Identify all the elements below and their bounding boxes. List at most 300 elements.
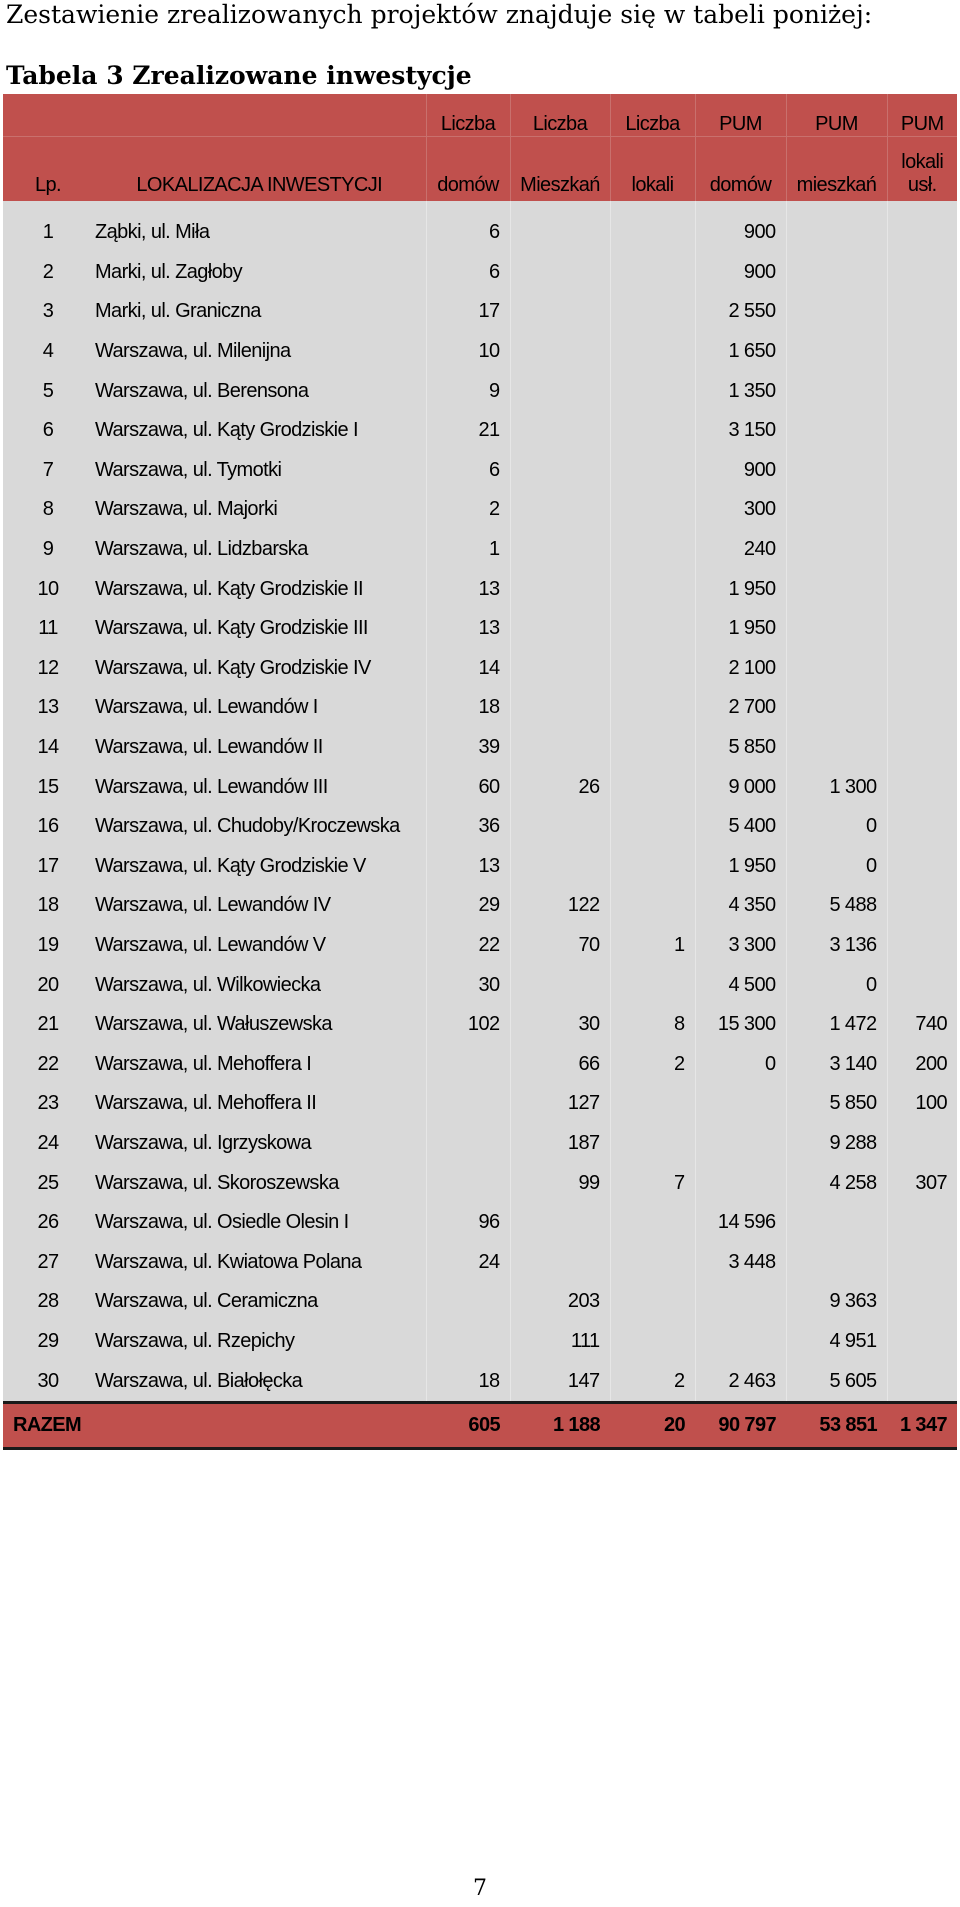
lokale-count-cell xyxy=(610,1322,695,1362)
pum-lokale-cell xyxy=(887,767,957,807)
mieszkania-count-cell: 30 xyxy=(510,1005,610,1045)
domy-count-cell: 6 xyxy=(426,201,510,253)
lokale-count-cell xyxy=(610,767,695,807)
pum-mieszkania-cell: 4 951 xyxy=(786,1322,887,1362)
location-cell: Warszawa, ul. Milenijna xyxy=(93,332,426,372)
pum-domy-cell: 1 950 xyxy=(695,569,786,609)
lokale-count-cell xyxy=(610,1242,695,1282)
pum-lokale-cell xyxy=(887,371,957,411)
pum-domy-cell: 15 300 xyxy=(695,1005,786,1045)
domy-count-cell: 6 xyxy=(426,451,510,491)
lokale-count-cell xyxy=(610,728,695,768)
location-cell: Warszawa, ul. Kąty Grodziskie I xyxy=(93,411,426,451)
lp-cell: 2 xyxy=(3,253,93,293)
lp-cell: 7 xyxy=(3,451,93,491)
mieszkania-count-cell xyxy=(510,609,610,649)
mieszkania-count-cell xyxy=(510,1242,610,1282)
mieszkania-count-cell: 111 xyxy=(510,1322,610,1362)
domy-count-cell: 2 xyxy=(426,490,510,530)
table-row xyxy=(3,201,957,253)
pum-lokale-cell xyxy=(887,411,957,451)
mieszkania-count-cell xyxy=(510,411,610,451)
lokale-count-cell xyxy=(610,490,695,530)
lokale-count-cell xyxy=(610,1084,695,1124)
domy-count-cell xyxy=(426,1163,510,1203)
table-row xyxy=(3,292,957,332)
pum-domy-cell: 900 xyxy=(695,253,786,293)
table-row xyxy=(3,886,957,926)
mieszkania-count-cell xyxy=(510,371,610,411)
mieszkania-count-cell: 203 xyxy=(510,1282,610,1322)
pum-lokale-cell: 200 xyxy=(887,1044,957,1084)
location-cell: Warszawa, ul. Kąty Grodziskie IV xyxy=(93,649,426,689)
domy-count-cell: 21 xyxy=(426,411,510,451)
lp-cell: 14 xyxy=(3,728,93,768)
lp-cell: 10 xyxy=(3,569,93,609)
lokale-count-cell xyxy=(610,688,695,728)
lp-cell: 12 xyxy=(3,649,93,689)
table-row xyxy=(3,1084,957,1124)
domy-count-cell: 13 xyxy=(426,569,510,609)
mieszkania-count-cell xyxy=(510,332,610,372)
header-row-top xyxy=(3,94,957,137)
location-cell: Ząbki, ul. Miła xyxy=(93,201,426,253)
mieszkania-count-cell xyxy=(510,1203,610,1243)
pum-domy-cell xyxy=(695,1124,786,1164)
pum-domy-cell: 900 xyxy=(695,201,786,253)
lokale-count-cell xyxy=(610,332,695,372)
header-lp: Lp. xyxy=(3,137,93,202)
pum-mieszkania-cell: 0 xyxy=(786,847,887,887)
table-row xyxy=(3,1282,957,1322)
lp-cell: 26 xyxy=(3,1203,93,1243)
lp-cell: 17 xyxy=(3,847,93,887)
pum-lokale-cell xyxy=(887,1124,957,1164)
header-lokalizacja-top xyxy=(93,94,426,137)
pum-mieszkania-cell xyxy=(786,649,887,689)
pum-mieszkania-cell: 3 140 xyxy=(786,1044,887,1084)
mieszkania-count-cell: 70 xyxy=(510,926,610,966)
pum-mieszkania-cell: 1 472 xyxy=(786,1005,887,1045)
domy-count-cell xyxy=(426,1124,510,1164)
mieszkania-count-cell xyxy=(510,807,610,847)
domy-count-cell: 39 xyxy=(426,728,510,768)
domy-count-cell: 24 xyxy=(426,1242,510,1282)
table-row xyxy=(3,1044,957,1084)
pum-lokale-cell: 740 xyxy=(887,1005,957,1045)
location-cell: Warszawa, ul. Wałuszewska xyxy=(93,1005,426,1045)
mieszkania-count-cell xyxy=(510,569,610,609)
pum-domy-cell: 2 700 xyxy=(695,688,786,728)
lp-cell: 6 xyxy=(3,411,93,451)
mieszkania-count-cell: 26 xyxy=(510,767,610,807)
pum-lokale-cell xyxy=(887,807,957,847)
pum-mieszkania-cell xyxy=(786,688,887,728)
lokale-count-cell xyxy=(610,649,695,689)
location-cell: Warszawa, ul. Lewandów IV xyxy=(93,886,426,926)
pum-mieszkania-cell xyxy=(786,292,887,332)
header-col-label: PUM xyxy=(695,94,786,137)
mieszkania-count-cell xyxy=(510,847,610,887)
table-row xyxy=(3,926,957,966)
location-cell: Marki, ul. Graniczna xyxy=(93,292,426,332)
table-row xyxy=(3,847,957,887)
header-col-sublabel: Mieszkań xyxy=(510,137,610,202)
pum-lokale-cell xyxy=(887,530,957,570)
page-number: 7 xyxy=(473,1876,487,1901)
lokale-count-cell xyxy=(610,965,695,1005)
domy-count-cell: 17 xyxy=(426,292,510,332)
location-cell: Warszawa, ul. Mehoffera I xyxy=(93,1044,426,1084)
total-cell: 1 347 xyxy=(887,1402,957,1448)
location-cell: Warszawa, ul. Berensona xyxy=(93,371,426,411)
pum-mieszkania-cell xyxy=(786,490,887,530)
table-row xyxy=(3,1322,957,1362)
pum-domy-cell: 1 650 xyxy=(695,332,786,372)
investments-table xyxy=(3,94,957,1450)
table-row xyxy=(3,807,957,847)
pum-lokale-cell xyxy=(887,926,957,966)
pum-mieszkania-cell xyxy=(786,201,887,253)
pum-lokale-cell xyxy=(887,1242,957,1282)
total-cell: 90 797 xyxy=(695,1402,786,1448)
lp-cell: 18 xyxy=(3,886,93,926)
lokale-count-cell xyxy=(610,530,695,570)
location-cell: Warszawa, ul. Białołęcka xyxy=(93,1361,426,1402)
table-row xyxy=(3,569,957,609)
table-row xyxy=(3,490,957,530)
location-cell: Warszawa, ul. Kąty Grodziskie III xyxy=(93,609,426,649)
pum-domy-cell: 240 xyxy=(695,530,786,570)
pum-mieszkania-cell: 4 258 xyxy=(786,1163,887,1203)
lp-cell: 4 xyxy=(3,332,93,372)
pum-mieszkania-cell xyxy=(786,1242,887,1282)
pum-mieszkania-cell: 5 850 xyxy=(786,1084,887,1124)
location-cell: Warszawa, ul. Igrzyskowa xyxy=(93,1124,426,1164)
domy-count-cell: 36 xyxy=(426,807,510,847)
total-cell: 20 xyxy=(610,1402,695,1448)
lp-cell: 16 xyxy=(3,807,93,847)
domy-count-cell: 9 xyxy=(426,371,510,411)
header-lokali-usl-text xyxy=(901,151,943,197)
header-lokali-usl-line1: lokali xyxy=(901,151,944,173)
mieszkania-count-cell xyxy=(510,292,610,332)
pum-mieszkania-cell xyxy=(786,451,887,491)
lp-cell: 5 xyxy=(3,371,93,411)
lp-cell: 27 xyxy=(3,1242,93,1282)
header-col-sublabel: domów xyxy=(695,137,786,202)
header-lp-top xyxy=(3,94,93,137)
table-row xyxy=(3,1163,957,1203)
location-cell: Warszawa, ul. Lewandów I xyxy=(93,688,426,728)
table-row xyxy=(3,371,957,411)
location-cell: Marki, ul. Zagłoby xyxy=(93,253,426,293)
pum-domy-cell: 2 100 xyxy=(695,649,786,689)
pum-domy-cell: 2 550 xyxy=(695,292,786,332)
table-row xyxy=(3,609,957,649)
pum-domy-cell: 300 xyxy=(695,490,786,530)
location-cell: Warszawa, ul. Kąty Grodziskie V xyxy=(93,847,426,887)
location-cell: Warszawa, ul. Kwiatowa Polana xyxy=(93,1242,426,1282)
location-cell: Warszawa, ul. Lewandów II xyxy=(93,728,426,768)
domy-count-cell: 14 xyxy=(426,649,510,689)
lokale-count-cell xyxy=(610,411,695,451)
mieszkania-count-cell: 66 xyxy=(510,1044,610,1084)
pum-mieszkania-cell xyxy=(786,1203,887,1243)
pum-domy-cell: 4 500 xyxy=(695,965,786,1005)
pum-lokale-cell xyxy=(887,649,957,689)
domy-count-cell: 22 xyxy=(426,926,510,966)
pum-lokale-cell: 307 xyxy=(887,1163,957,1203)
pum-mieszkania-cell xyxy=(786,411,887,451)
lokale-count-cell xyxy=(610,1124,695,1164)
pum-lokale-cell xyxy=(887,1322,957,1362)
total-cell: 1 188 xyxy=(510,1402,610,1448)
lp-cell: 19 xyxy=(3,926,93,966)
location-cell: Warszawa, ul. Wilkowiecka xyxy=(93,965,426,1005)
pum-domy-cell xyxy=(695,1322,786,1362)
domy-count-cell: 18 xyxy=(426,688,510,728)
domy-count-cell xyxy=(426,1282,510,1322)
table-row xyxy=(3,728,957,768)
mieszkania-count-cell xyxy=(510,201,610,253)
lp-cell: 29 xyxy=(3,1322,93,1362)
pum-domy-cell xyxy=(695,1282,786,1322)
lokale-count-cell xyxy=(610,201,695,253)
pum-lokale-cell xyxy=(887,609,957,649)
header-col-sublabel: domów xyxy=(426,137,510,202)
pum-lokale-cell xyxy=(887,201,957,253)
lokale-count-cell xyxy=(610,1282,695,1322)
header-col-label: Liczba xyxy=(426,94,510,137)
location-cell: Warszawa, ul. Majorki xyxy=(93,490,426,530)
lp-cell: 28 xyxy=(3,1282,93,1322)
pum-mieszkania-cell: 0 xyxy=(786,807,887,847)
domy-count-cell: 96 xyxy=(426,1203,510,1243)
lp-cell: 11 xyxy=(3,609,93,649)
pum-domy-cell: 4 350 xyxy=(695,886,786,926)
pum-domy-cell: 5 400 xyxy=(695,807,786,847)
domy-count-cell: 30 xyxy=(426,965,510,1005)
pum-domy-cell: 0 xyxy=(695,1044,786,1084)
domy-count-cell: 1 xyxy=(426,530,510,570)
domy-count-cell: 10 xyxy=(426,332,510,372)
location-cell: Warszawa, ul. Kąty Grodziskie II xyxy=(93,569,426,609)
totals-row xyxy=(3,1402,957,1448)
pum-mieszkania-cell xyxy=(786,530,887,570)
table-row xyxy=(3,1005,957,1045)
lp-cell: 21 xyxy=(3,1005,93,1045)
lokale-count-cell xyxy=(610,886,695,926)
lokale-count-cell: 2 xyxy=(610,1361,695,1402)
lokale-count-cell xyxy=(610,253,695,293)
table-row xyxy=(3,649,957,689)
domy-count-cell: 29 xyxy=(426,886,510,926)
mieszkania-count-cell xyxy=(510,253,610,293)
domy-count-cell: 13 xyxy=(426,847,510,887)
domy-count-cell: 102 xyxy=(426,1005,510,1045)
table-row xyxy=(3,767,957,807)
pum-lokale-cell xyxy=(887,688,957,728)
mieszkania-count-cell xyxy=(510,490,610,530)
pum-mieszkania-cell xyxy=(786,253,887,293)
pum-mieszkania-cell: 5 488 xyxy=(786,886,887,926)
pum-lokale-cell xyxy=(887,253,957,293)
pum-mieszkania-cell: 0 xyxy=(786,965,887,1005)
pum-lokale-cell xyxy=(887,1203,957,1243)
header-lokali-usl-line2: usł. xyxy=(907,174,937,196)
pum-lokale-cell xyxy=(887,332,957,372)
pum-lokale-cell xyxy=(887,965,957,1005)
header-col-label: PUM xyxy=(887,94,957,137)
lp-cell: 13 xyxy=(3,688,93,728)
lokale-count-cell: 7 xyxy=(610,1163,695,1203)
domy-count-cell: 6 xyxy=(426,253,510,293)
header-col-label: Liczba xyxy=(610,94,695,137)
pum-mieszkania-cell xyxy=(786,371,887,411)
pum-domy-cell: 900 xyxy=(695,451,786,491)
mieszkania-count-cell xyxy=(510,649,610,689)
pum-mieszkania-cell: 1 300 xyxy=(786,767,887,807)
lokale-count-cell: 1 xyxy=(610,926,695,966)
pum-domy-cell: 1 350 xyxy=(695,371,786,411)
mieszkania-count-cell: 122 xyxy=(510,886,610,926)
lp-cell: 25 xyxy=(3,1163,93,1203)
table-row xyxy=(3,965,957,1005)
header-col-label: Liczba xyxy=(510,94,610,137)
totals-label: RAZEM xyxy=(3,1402,426,1448)
pum-mieszkania-cell: 9 363 xyxy=(786,1282,887,1322)
lokale-count-cell: 8 xyxy=(610,1005,695,1045)
pum-domy-cell: 1 950 xyxy=(695,847,786,887)
pum-domy-cell: 3 300 xyxy=(695,926,786,966)
pum-mieszkania-cell xyxy=(786,609,887,649)
pum-domy-cell: 3 150 xyxy=(695,411,786,451)
table-row xyxy=(3,1361,957,1402)
header-lokalizacja: LOKALIZACJA INWESTYCJI xyxy=(93,137,426,202)
domy-count-cell: 13 xyxy=(426,609,510,649)
pum-lokale-cell xyxy=(887,886,957,926)
lokale-count-cell xyxy=(610,847,695,887)
pum-lokale-cell xyxy=(887,728,957,768)
table-caption: Tabela 3 Zrealizowane inwestycje xyxy=(6,61,472,90)
header-col-sublabel: lokali xyxy=(610,137,695,202)
lokale-count-cell xyxy=(610,371,695,411)
mieszkania-count-cell xyxy=(510,688,610,728)
pum-lokale-cell xyxy=(887,1282,957,1322)
mieszkania-count-cell: 187 xyxy=(510,1124,610,1164)
location-cell: Warszawa, ul. Osiedle Olesin I xyxy=(93,1203,426,1243)
lp-cell: 1 xyxy=(3,201,93,253)
total-cell: 605 xyxy=(426,1402,510,1448)
lp-cell: 22 xyxy=(3,1044,93,1084)
pum-domy-cell: 2 463 xyxy=(695,1361,786,1402)
mieszkania-count-cell: 127 xyxy=(510,1084,610,1124)
lokale-count-cell xyxy=(610,451,695,491)
lp-cell: 20 xyxy=(3,965,93,1005)
pum-mieszkania-cell xyxy=(786,728,887,768)
table-row xyxy=(3,1242,957,1282)
lokale-count-cell xyxy=(610,807,695,847)
lokale-count-cell xyxy=(610,1203,695,1243)
header-row-bottom xyxy=(3,137,957,202)
pum-lokale-cell: 100 xyxy=(887,1084,957,1124)
mieszkania-count-cell: 99 xyxy=(510,1163,610,1203)
lp-cell: 9 xyxy=(3,530,93,570)
pum-domy-cell: 5 850 xyxy=(695,728,786,768)
table-body xyxy=(3,201,957,1402)
pum-lokale-cell xyxy=(887,569,957,609)
pum-domy-cell: 1 950 xyxy=(695,609,786,649)
domy-count-cell xyxy=(426,1044,510,1084)
domy-count-cell: 18 xyxy=(426,1361,510,1402)
pum-domy-cell xyxy=(695,1084,786,1124)
location-cell: Warszawa, ul. Skoroszewska xyxy=(93,1163,426,1203)
pum-lokale-cell xyxy=(887,451,957,491)
intro-text: Zestawienie zrealizowanych projektów znajduje się w tabeli poniżej: xyxy=(6,0,873,29)
lokale-count-cell xyxy=(610,569,695,609)
pum-mieszkania-cell: 5 605 xyxy=(786,1361,887,1402)
table-row xyxy=(3,1124,957,1164)
pum-lokale-cell xyxy=(887,1361,957,1402)
pum-lokale-cell xyxy=(887,847,957,887)
total-cell: 53 851 xyxy=(786,1402,887,1448)
table-row xyxy=(3,1203,957,1243)
pum-domy-cell xyxy=(695,1163,786,1203)
location-cell: Warszawa, ul. Tymotki xyxy=(93,451,426,491)
pum-mieszkania-cell: 3 136 xyxy=(786,926,887,966)
pum-domy-cell: 14 596 xyxy=(695,1203,786,1243)
header-col-sublabel: mieszkań xyxy=(786,137,887,202)
lp-cell: 24 xyxy=(3,1124,93,1164)
table-row xyxy=(3,253,957,293)
mieszkania-count-cell xyxy=(510,451,610,491)
lokale-count-cell: 2 xyxy=(610,1044,695,1084)
lp-cell: 23 xyxy=(3,1084,93,1124)
location-cell: Warszawa, ul. Lewandów III xyxy=(93,767,426,807)
lokale-count-cell xyxy=(610,292,695,332)
pum-mieszkania-cell xyxy=(786,332,887,372)
table-row xyxy=(3,411,957,451)
location-cell: Warszawa, ul. Lewandów V xyxy=(93,926,426,966)
table-row xyxy=(3,530,957,570)
mieszkania-count-cell xyxy=(510,965,610,1005)
table-row xyxy=(3,688,957,728)
lp-cell: 30 xyxy=(3,1361,93,1402)
table-footer xyxy=(3,1402,957,1448)
location-cell: Warszawa, ul. Ceramiczna xyxy=(93,1282,426,1322)
pum-lokale-cell xyxy=(887,292,957,332)
table-header xyxy=(3,94,957,201)
location-cell: Warszawa, ul. Chudoby/Kroczewska xyxy=(93,807,426,847)
pum-domy-cell: 9 000 xyxy=(695,767,786,807)
pum-mieszkania-cell: 9 288 xyxy=(786,1124,887,1164)
lp-cell: 15 xyxy=(3,767,93,807)
location-cell: Warszawa, ul. Lidzbarska xyxy=(93,530,426,570)
mieszkania-count-cell xyxy=(510,728,610,768)
domy-count-cell xyxy=(426,1322,510,1362)
lokale-count-cell xyxy=(610,609,695,649)
location-cell: Warszawa, ul. Mehoffera II xyxy=(93,1084,426,1124)
pum-mieszkania-cell xyxy=(786,569,887,609)
pum-lokale-cell xyxy=(887,490,957,530)
mieszkania-count-cell xyxy=(510,530,610,570)
location-cell: Warszawa, ul. Rzepichy xyxy=(93,1322,426,1362)
lp-cell: 8 xyxy=(3,490,93,530)
table-row xyxy=(3,451,957,491)
domy-count-cell: 60 xyxy=(426,767,510,807)
table-row xyxy=(3,332,957,372)
